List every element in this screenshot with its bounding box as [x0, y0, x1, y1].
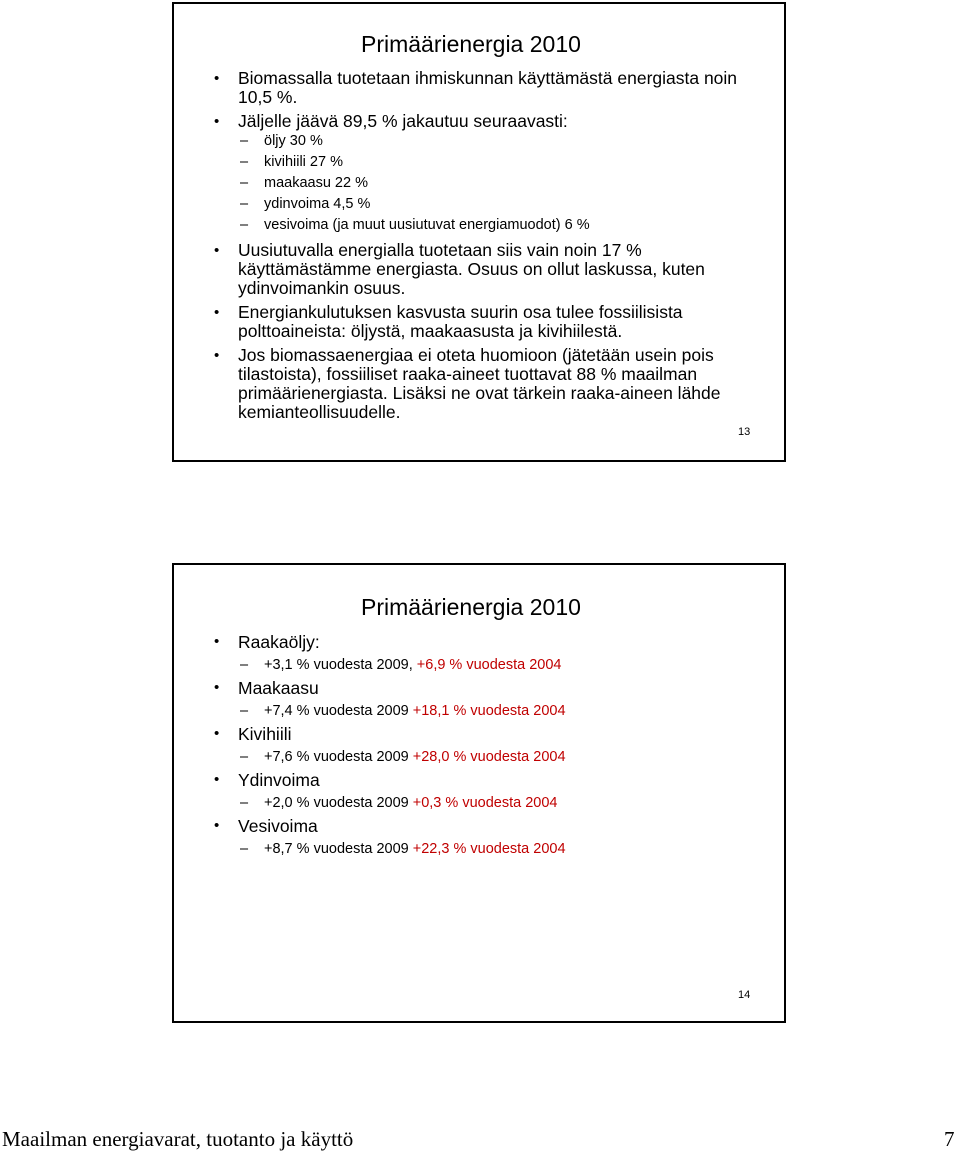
bullet-item [174, 241, 784, 298]
bullet-text: Jäljelle jäävä 89,5 % jakautuu seuraavasti: [238, 111, 568, 131]
change-2009: +7,4 % vuodesta 2009 [264, 703, 409, 719]
bullet-item [174, 346, 784, 422]
change-2004: +18,1 % vuodesta 2004 [412, 703, 566, 719]
slide-13 [172, 2, 786, 462]
sub-item [174, 699, 784, 723]
slide-title: Primäärienergia 2010 [361, 594, 581, 620]
sub-item-text: vesivoima (ja muut uusiutuvat energiamuodot) 6 % [264, 217, 590, 233]
bullet-item [174, 769, 784, 791]
bullet-item [174, 69, 784, 107]
bullet-item [174, 723, 784, 745]
bullet-item [174, 677, 784, 699]
dash-icon: – [240, 841, 249, 857]
bullet-item [174, 815, 784, 837]
bullet-icon: • [214, 725, 220, 742]
sub-item-text: öljy 30 % [264, 133, 323, 149]
dash-icon: – [240, 703, 249, 719]
energy-source-label: Vesivoima [238, 816, 318, 836]
change-2004: +22,3 % vuodesta 2004 [412, 841, 566, 857]
sub-item [174, 215, 784, 236]
sub-item [174, 745, 784, 769]
dash-icon: – [240, 749, 249, 765]
sub-item [174, 152, 784, 173]
bullet-item [174, 631, 784, 653]
bullet-list [174, 69, 784, 422]
dash-icon: – [240, 795, 249, 811]
dash-icon: – [240, 657, 249, 673]
sub-item-text: kivihiili 27 % [264, 154, 343, 170]
sub-item [174, 131, 784, 152]
energy-source-label: Kivihiili [238, 724, 292, 744]
change-2009: +3,1 % vuodesta 2009, [264, 657, 413, 673]
bullet-text: Jos biomassaenergiaa ei oteta huomioon (jätetään usein pois tilastoista), fossiiliset raaka-aineet tuottavat 88 % maailman primäärienergiasta. Lisäksi ne ovat tärkein raaka-aineen lähde kemianteollisuudelle. [238, 345, 721, 422]
slide-14 [172, 563, 786, 1023]
bullet-icon: • [214, 242, 220, 259]
bullet-icon: • [214, 679, 220, 696]
dash-icon: – [240, 133, 249, 149]
dash-icon: – [240, 217, 249, 233]
bullet-text: Biomassalla tuotetaan ihmiskunnan käyttämästä energiasta noin 10,5 %. [238, 68, 738, 107]
change-2004: +6,9 % vuodesta 2004 [416, 657, 562, 673]
bullet-icon: • [214, 304, 220, 321]
footer-title: Maailman energiavarat, tuotanto ja käyttö [2, 1127, 354, 1151]
bullet-icon: • [214, 633, 220, 650]
change-2004: +0,3 % vuodesta 2004 [412, 795, 558, 811]
sub-item-text: maakaasu 22 % [264, 175, 368, 191]
slide-title: Primäärienergia 2010 [361, 31, 581, 57]
change-2009: +7,6 % vuodesta 2009 [264, 749, 409, 765]
bullet-text: Uusiutuvalla energialla tuotetaan siis vain noin 17 % käyttämästämme energiasta. Osuus on ollut laskussa, kuten ydinvoimankin osuus. [238, 240, 705, 298]
bullet-icon: • [214, 70, 220, 87]
bullet-text: Energiankulutuksen kasvusta suurin osa tulee fossiilisista polttoaineista: öljystä, maakaasusta ja kivihiilestä. [238, 302, 683, 341]
dash-icon: – [240, 154, 249, 170]
sub-item [174, 791, 784, 815]
energy-source-label: Raakaöljy: [238, 632, 320, 652]
change-2004: +28,0 % vuodesta 2004 [412, 749, 566, 765]
dash-icon: – [240, 175, 249, 191]
change-2009: +8,7 % vuodesta 2009 [264, 841, 409, 857]
slide-number: 13 [738, 426, 751, 438]
bullet-list [174, 631, 784, 861]
energy-source-label: Ydinvoima [238, 770, 320, 790]
slide-number: 14 [738, 989, 751, 1001]
bullet-icon: • [214, 347, 220, 364]
bullet-icon: • [214, 771, 220, 788]
energy-source-label: Maakaasu [238, 678, 319, 698]
page-number: 7 [944, 1127, 955, 1151]
dash-icon: – [240, 196, 249, 212]
change-2009: +2,0 % vuodesta 2009 [264, 795, 409, 811]
bullet-item [174, 112, 784, 131]
bullet-icon: • [214, 817, 220, 834]
bullet-icon: • [214, 113, 220, 130]
sub-item-text: ydinvoima 4,5 % [264, 196, 371, 212]
bullet-item [174, 303, 784, 341]
sub-item [174, 837, 784, 861]
sub-item [174, 653, 784, 677]
sub-item [174, 194, 784, 215]
sub-item [174, 173, 784, 194]
